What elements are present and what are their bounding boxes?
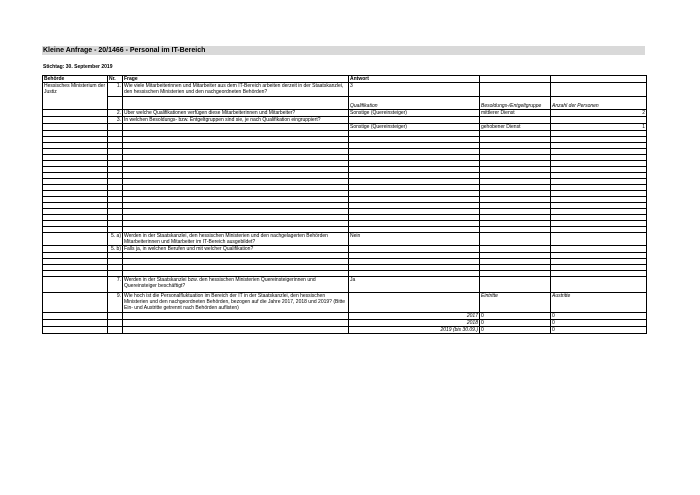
question-number: 2.: [108, 110, 123, 117]
column-header-frage: Frage: [123, 76, 349, 83]
question-text: Über welche Qualifikationen verfügen diese Mitarbeiterinnen und Mitarbeiter?: [123, 110, 349, 117]
stichtag-date: Stichtag: 30. September 2019: [43, 64, 113, 70]
austritte-value: 0: [551, 327, 647, 334]
question-number: 7.: [108, 277, 123, 293]
table-row-q1: [43, 83, 647, 97]
table-row-year: [43, 327, 647, 334]
empty-rows-block: [43, 253, 647, 277]
column-header-nr: Nr.: [108, 76, 123, 83]
answer-besoldung: gehobener Dienst: [480, 124, 551, 131]
answer-table: [42, 75, 647, 334]
year-label: 2019 (bis 30.09.): [349, 327, 480, 334]
question-number: 5. b): [108, 246, 123, 253]
subheader-anzahl: Anzahl der Personen: [551, 97, 647, 110]
table-row-q7: [43, 277, 647, 293]
question-text: Werden in der Staatskanzlei bzw. den hessischen Ministerien Quereinsteigerinnen und Quereinsteiger beschäftigt?: [123, 277, 349, 293]
answer-cell: Ja: [349, 277, 480, 293]
answer-anzahl: 2: [551, 110, 647, 117]
empty-rows-block: [43, 131, 647, 233]
answer-besoldung: mittlerer Dienst: [480, 110, 551, 117]
page-title: Kleine Anfrage - 20/1466 - Personal im IT-Bereich: [43, 47, 206, 54]
table-row-q9: [43, 293, 647, 313]
austritte-label: Austritte: [551, 293, 647, 313]
table-row-q3: [43, 117, 647, 124]
austritte-value: 0: [551, 320, 647, 327]
answer-cell: Nein: [349, 233, 480, 246]
eintritte-value: 0: [480, 320, 551, 327]
answer-cell: 3: [349, 83, 480, 97]
table-header-row: [43, 76, 647, 83]
column-header-blank-1: [480, 76, 551, 83]
eintritte-value: 0: [480, 327, 551, 334]
question-number: 5. a): [108, 233, 123, 246]
subheader-qualifikation: Qualifikation: [349, 97, 480, 110]
table-row-subheaders: [43, 97, 647, 110]
subheader-besoldung: Besoldungs-/Entgeltgruppe: [480, 97, 551, 110]
question-text: Falls ja, in welchen Berufen und mit welcher Qualifikation?: [123, 246, 349, 253]
table-row-q3-answer: [43, 124, 647, 131]
year-label: 2017: [349, 313, 480, 320]
question-text: Wie hoch ist die Personalfluktuation im Bereich der IT in der Staatskanzlei, den hessischen Ministerien und den nachgeordneten Behörden, bezogen auf die Jahre 2017, 2018 und 2019? (Bitte Ein- und Austritte getrennt nach Behörden auflisten): [123, 293, 349, 313]
question-text: In welchen Besoldungs- bzw. Entgeltgruppen sind sie, je nach Qualifikation eingruppiert?: [123, 117, 349, 124]
table-row-year: [43, 320, 647, 327]
answer-qualifikation: Sonstige (Quereinsteiger): [349, 110, 480, 117]
eintritte-value: 0: [480, 313, 551, 320]
column-header-antwort: Antwort: [349, 76, 480, 83]
question-number: 3.: [108, 117, 123, 124]
column-header-behoerde: Behörde: [43, 76, 108, 83]
behoerde-cell: Hessisches Ministerium der Justiz: [43, 83, 108, 110]
question-number: 9.: [108, 293, 123, 313]
question-text: Werden in der Staatskanzlei, den hessischen Ministerien und den nachgelagerten Behörden Mitarbeiterinnen und Mitarbeiter im IT-Bereich ausgebildet?: [123, 233, 349, 246]
table-row-year: [43, 313, 647, 320]
eintritte-label: Eintritte: [480, 293, 551, 313]
table-row-q5a: [43, 233, 647, 246]
year-label: 2018: [349, 320, 480, 327]
answer-qualifikation: Sonstige (Quereinsteiger): [349, 124, 480, 131]
austritte-value: 0: [551, 313, 647, 320]
question-text: Wie viele Mitarbeiterinnen und Mitarbeiter aus dem IT-Bereich arbeiten derzeit in der Staatskanzlei, den hessischen Ministerien und den nachgeordneten Behörden?: [123, 83, 349, 97]
table-row-q2: [43, 110, 647, 117]
table-row-q5b: [43, 246, 647, 253]
question-number: 1.: [108, 83, 123, 97]
column-header-blank-2: [551, 76, 647, 83]
answer-anzahl: 1: [551, 124, 647, 131]
